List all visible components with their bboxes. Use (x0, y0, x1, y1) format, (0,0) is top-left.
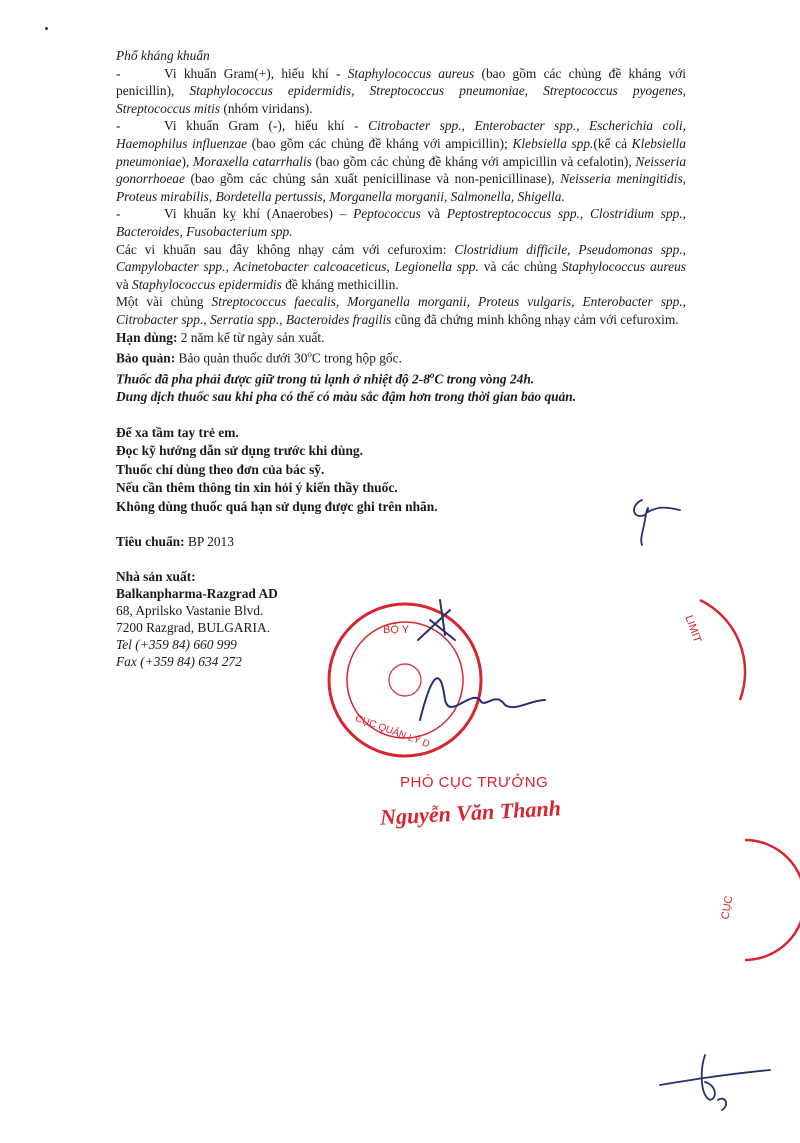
stamp-title: PHÓ CỤC TRƯỞNG (400, 774, 549, 791)
manufacturer-label: Nhà sản xuất: (116, 568, 196, 584)
manufacturer-address-1: 68, Aprilsko Vastanie Blvd. (116, 602, 264, 618)
storage-note-refrigerate: Thuốc đã pha phải được giữ trong tủ lạnh ở nhiệt độ 2-8$^o$C trong vòng 24h. (116, 370, 535, 387)
anaerobes-paragraph: - Vi khuẩn kỵ khí (Anaerobes) – Peptococcus và Peptostreptococcus spp., Clostridium spp., Bacteroides, Fusobacterium spp. (116, 206, 686, 239)
edge-stamp-icon (682, 600, 800, 960)
bottom-initial-icon (660, 1055, 770, 1110)
warnings-block (116, 424, 686, 517)
manufacturer-name: Balkanpharma-Razgrad AD (116, 585, 278, 601)
manufacturer-address-2: 7200 Razgrad, BULGARIA. (116, 619, 270, 635)
warning-line: Thuốc chỉ dùng theo đơn của bác sỹ. (116, 461, 325, 477)
shelf-life-line: Hạn dùng: 2 năm kể từ ngày sản xuất. (116, 329, 325, 345)
manufacturer-tel: Tel (+359 84) 660 999 (116, 636, 237, 652)
scan-speck (45, 27, 48, 30)
insensitive-paragraph: Các vi khuẩn sau đây không nhạy cảm với cefuroxim: Clostridium difficile, Pseudomonas spp., Campylobacter spp., Acinetobacter calcoaceticus, Legionella spp. và các chủng Staphylococcus aureus và Staphylococcus epidermidis đề kháng methicillin. (116, 241, 686, 292)
svg-text:CỤC QUẢN LÝ D: CỤC QUẢN LÝ D (353, 713, 431, 751)
some-strains-paragraph: Một vài chủng Streptococcus faecalis, Morganella morganii, Proteus vulgaris, Enterobacter spp., Citrobacter spp., Serratia spp., Bacteroides fragilis cũng đã chứng minh không nhạy cảm với cefuroxim. (116, 294, 686, 327)
standard-line: Tiêu chuẩn: BP 2013 (116, 534, 234, 550)
warning-line: Đọc kỹ hướng dẫn sử dụng trước khi dùng. (116, 443, 363, 459)
warning-line: Nếu cần thêm thông tin xin hỏi ý kiến thầy thuốc. (116, 480, 398, 496)
warning-line: Để xa tầm tay trẻ em. (116, 424, 239, 440)
leaflet-body (116, 47, 686, 670)
manufacturer-block (116, 568, 686, 670)
svg-text:CỤC: CỤC (719, 894, 736, 921)
stamp-signatory: Nguyễn Văn Thanh (379, 795, 562, 830)
storage-line: Bảo quản: Bảo quản thuốc dưới 30$^o$C trong hộp gốc. (116, 349, 402, 366)
storage-note-color: Dung dịch thuốc sau khi pha có thể có màu sắc đậm hơn trong thời gian bảo quản. (116, 389, 577, 405)
manufacturer-fax: Fax (+359 84) 634 272 (116, 653, 242, 669)
svg-text:LIMIT: LIMIT (682, 613, 704, 645)
warning-line: Không dùng thuốc quá hạn sử dụng được ghi trên nhãn. (116, 498, 438, 514)
spectrum-heading: Phổ kháng khuẩn (116, 48, 210, 63)
svg-text:BỘ Y: BỘ Y (383, 624, 410, 636)
gram-positive-paragraph: - Vi khuẩn Gram(+), hiếu khí - Staphylococcus aureus (bao gồm các chủng đề kháng với penicillin), Staphylococcus epidermidis, Streptococcus pneumoniae, Streptococcus pyogenes, Streptococcus mitis (nhóm viridans). (116, 65, 686, 116)
gram-negative-paragraph: - Vi khuẩn Gram (-), hiếu khí - Citrobacter spp., Enterobacter spp., Escherichia coli, Haemophilus influenzae (bao gồm các chủng đề kháng với ampicillin); Klebsiella spp.(kể cả Klebsiella pneumoniae), Moraxella catarrhalis (bao gồm các chủng đề kháng với ampicillin và cefalotin), Neisseria gonorrhoeae (bao gồm các chủng sản xuất penicillinase và non-penicillinase), Neisseria meningitidis, Proteus mirabilis, Bordetella pertussis, Morganella morganii, Salmonella, Shigella. (116, 118, 687, 204)
